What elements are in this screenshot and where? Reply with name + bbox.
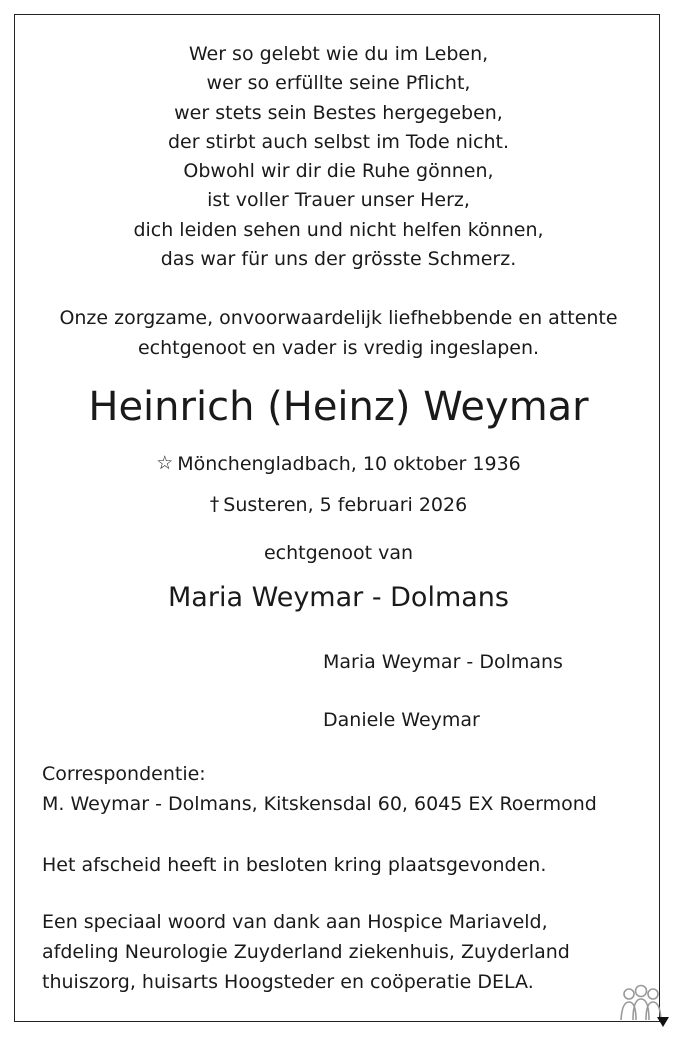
- poem-line: ist voller Trauer unser Herz,: [207, 189, 470, 212]
- correspondence-address: M. Weymar - Dolmans, Kitskensdal 60, 6045 EX Roermond: [42, 793, 597, 815]
- thanks-text: [42, 907, 570, 997]
- poem-line: Obwohl wir dir die Ruhe gönnen,: [183, 160, 494, 183]
- family-member: Maria Weymar - Dolmans: [323, 651, 563, 673]
- thanks-line: thuiszorg, huisarts Hoogsteder en coöperatie DELA.: [42, 971, 534, 993]
- spouse-name: Maria Weymar - Dolmans: [168, 582, 509, 613]
- thanks-line: afdeling Neurologie Zuyderland ziekenhuis, Zuyderland: [42, 941, 570, 963]
- thanks-line: Een speciaal woord van dank aan Hospice Mariaveld,: [42, 911, 548, 933]
- poem-line: das war für uns der grösste Schmerz.: [160, 248, 517, 271]
- intro-text: [0, 303, 677, 363]
- intro-line: echtgenoot en vader is vredig ingeslapen.: [137, 337, 540, 359]
- poem-line: Wer so gelebt wie du im Leben,: [188, 43, 489, 65]
- farewell-text: Het afscheid heeft in besloten kring plaatsgevonden.: [42, 854, 547, 876]
- poem-line: dich leiden sehen und nicht helfen können,: [133, 218, 544, 241]
- poem-line: wer stets sein Bestes hergegeben,: [174, 101, 503, 124]
- star-icon: ☆: [156, 452, 174, 474]
- triangle-down-icon[interactable]: [657, 1017, 669, 1027]
- publisher-logo[interactable]: [617, 984, 671, 1028]
- poem-line: wer so erfüllte seine Pflicht,: [206, 72, 471, 95]
- birth-text: Mönchengladbach, 10 oktober 1936: [177, 453, 521, 475]
- deceased-name: Heinrich (Heinz) Weymar: [88, 384, 589, 430]
- family-member: Daniele Weymar: [323, 709, 480, 731]
- correspondence-label: Correspondentie:: [42, 763, 206, 785]
- intro-line: Onze zorgzame, onvoorwaardelijk liefhebbende en attente: [59, 307, 618, 329]
- death-text: Susteren, 5 februari 2026: [223, 494, 468, 516]
- birth-line: [0, 449, 677, 478]
- correspondence: [42, 759, 597, 819]
- death-line: [0, 490, 677, 519]
- poem: [0, 40, 677, 274]
- spouse-label: echtgenoot van: [263, 542, 414, 564]
- poem-line: der stirbt auch selbst im Tode nicht.: [167, 130, 510, 153]
- cross-icon: †: [209, 493, 220, 515]
